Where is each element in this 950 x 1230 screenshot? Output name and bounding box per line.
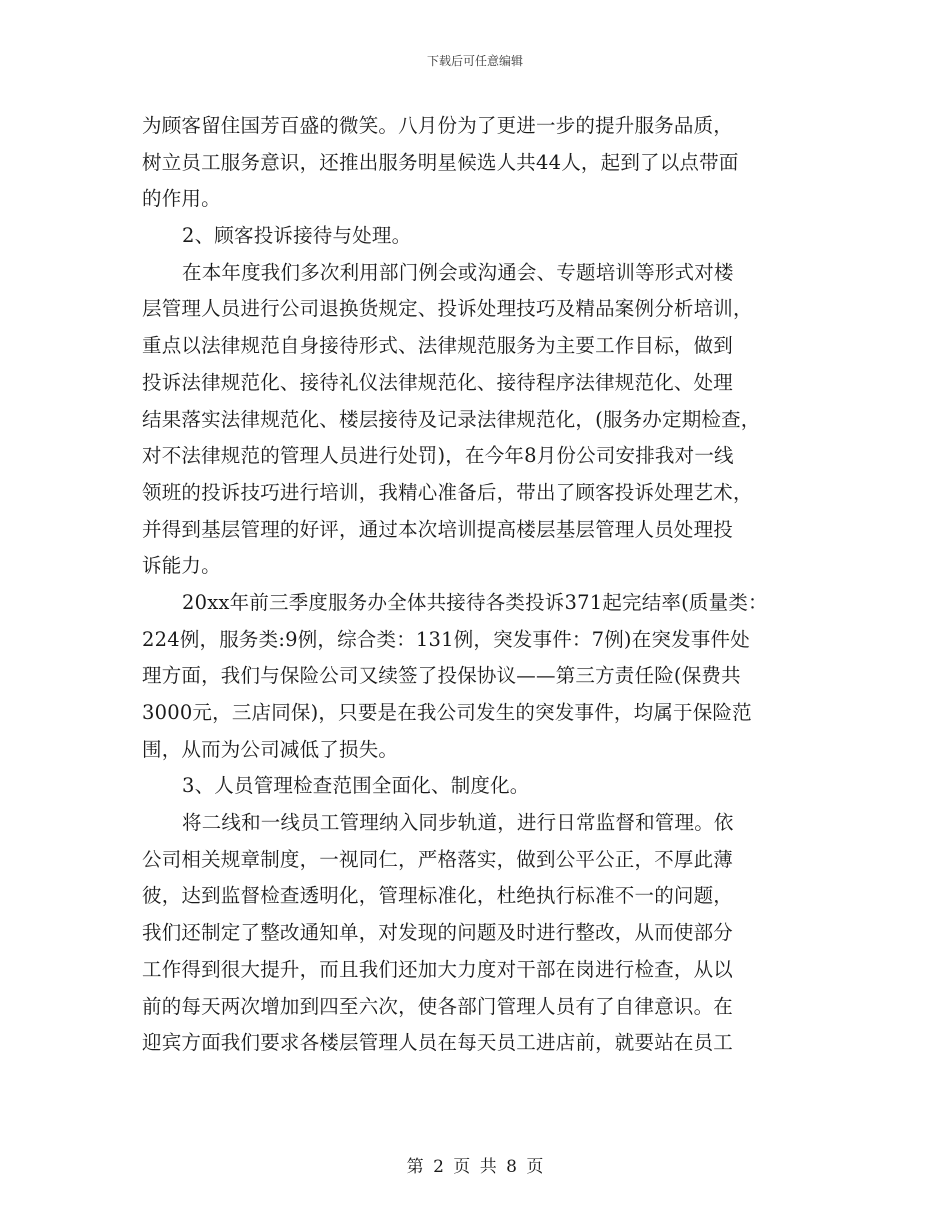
text-line: 重点以法律规范自身接待形式、法律规范服务为主要工作目标，做到 bbox=[142, 334, 734, 358]
page-number-footer: 第 2 页 共 8 页 bbox=[406, 1157, 544, 1177]
text-line: 彼，达到监督检查透明化，管理标准化，杜绝执行标准不一的问题， bbox=[142, 884, 734, 908]
text-line: 理方面，我们与保险公司又续签了投保协议——第三方责任险(保费共 bbox=[142, 664, 741, 688]
text-line: 将二线和一线员工管理纳入同步轨道，进行日常监督和管理。依 bbox=[182, 811, 734, 835]
text-line: 工作得到很大提升，而且我们还加大力度对干部在岗进行检查，从以 bbox=[142, 957, 734, 981]
text-line: 迎宾方面我们要求各楼层管理人员在每天员工进店前，就要站在员工 bbox=[142, 1031, 734, 1055]
text-line: 224例，服务类:9例，综合类：131例，突发事件：7例)在突发事件处 bbox=[142, 627, 750, 651]
text-line: 我们还制定了整改通知单，对发现的问题及时进行整改，从而使部分 bbox=[142, 921, 734, 945]
body-text bbox=[142, 108, 822, 1062]
text-line: 围，从而为公司减低了损失。 bbox=[142, 737, 399, 761]
text-line: 投诉法律规范化、接待礼仪法律规范化、接待程序法律规范化、处理 bbox=[142, 370, 734, 394]
text-line: 3000元，三店同保)，只要是在我公司发生的突发事件，均属于保险范 bbox=[142, 701, 752, 724]
text-line: 为顾客留住国芳百盛的微笑。八月份为了更进一步的提升服务品质， bbox=[142, 114, 734, 137]
text-line: 公司相关规章制度，一视同仁，严格落实，做到公平公正，不厚此薄 bbox=[142, 847, 734, 871]
text-line: 2、顾客投诉接待与处理。 bbox=[182, 224, 412, 248]
text-line: 结果落实法律规范化、楼层接待及记录法律规范化，(服务办定期检查， bbox=[142, 407, 761, 431]
text-line: 前的每天两次增加到四至六次，使各部门管理人员有了自律意识。在 bbox=[142, 994, 734, 1018]
text-line: 对不法律规范的管理人员进行处罚)，在今年8月份公司安排我对一线 bbox=[142, 444, 734, 468]
text-line: 20xx年前三季度服务办全体共接待各类投诉371起完结率(质量类： bbox=[182, 590, 768, 614]
text-line: 树立员工服务意识，还推出服务明星候选人共44人，起到了以点带面 bbox=[142, 150, 739, 174]
text-line: 诉能力。 bbox=[142, 554, 221, 578]
header-note: 下载后可任意编辑 bbox=[426, 54, 523, 68]
text-line: 并得到基层管理的好评，通过本次培训提高楼层基层管理人员处理投 bbox=[142, 517, 734, 541]
text-line: 层管理人员进行公司退换货规定、投诉处理技巧及精品案例分析培训， bbox=[142, 297, 753, 321]
text-line: 领班的投诉技巧进行培训，我精心准备后，带出了顾客投诉处理艺术， bbox=[142, 480, 753, 504]
text-line: 3、人员管理检查范围全面化、制度化。 bbox=[182, 774, 530, 798]
text-line: 的作用。 bbox=[142, 187, 221, 211]
text-line: 在本年度我们多次利用部门例会或沟通会、专题培训等形式对楼 bbox=[182, 260, 734, 284]
